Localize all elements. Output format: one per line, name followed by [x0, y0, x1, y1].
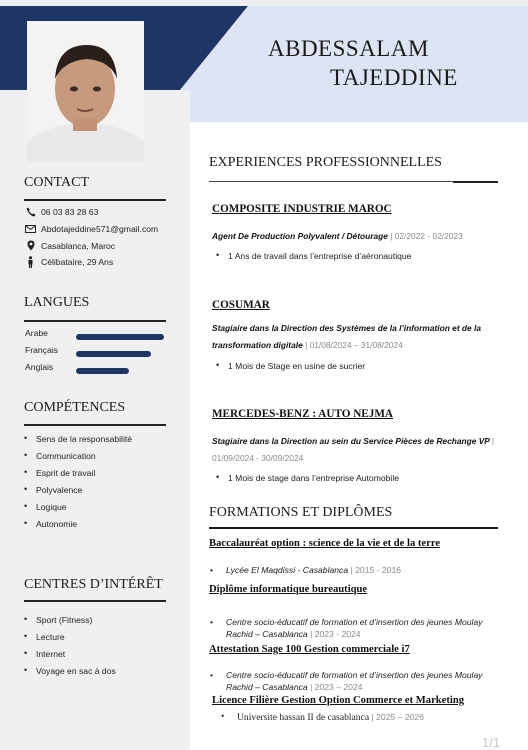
degree-title: Attestation Sage 100 Gestion commerciale i7 — [209, 644, 410, 655]
contact-status — [24, 256, 113, 268]
interests-title: CENTRES D’INTÉRÊT — [24, 577, 163, 592]
skills-rule — [24, 424, 166, 426]
degree-detail: • Universite hassan II de casablanca | 2025 – 2026 — [237, 711, 522, 724]
language-bar-arabe — [76, 334, 164, 340]
skill-item: • Logique — [36, 502, 67, 512]
skill-item: • Polyvalence — [36, 485, 82, 495]
company-name: COMPOSITE INDUSTRIE MAROC — [212, 203, 392, 215]
education-rule — [209, 527, 498, 529]
degree-title: Baccalauréat option : science de la vie et de la terre — [209, 538, 441, 549]
degree-dates: | 2023 - 2024 — [310, 629, 361, 639]
degree-dates: | 2015 - 2016 — [350, 565, 402, 575]
degree-title: Licence Filière Gestion Option Commerce et Marketing — [212, 695, 465, 706]
language-arabe: Arabe — [25, 328, 48, 338]
degree-dates: | 2025 – 2026 — [371, 712, 424, 722]
mail-icon — [24, 225, 37, 233]
contact-phone-text: 06 03 83 28 63 — [41, 207, 99, 217]
contact-status-text: Célibataire, 29 Ans — [41, 257, 114, 267]
degree-detail: • Lycée El Maqdissi - Casablanca | 2015 - 2016 — [226, 564, 511, 576]
language-bar-francais — [76, 351, 151, 357]
page-number: 1/1 — [482, 735, 501, 750]
languages-rule — [24, 320, 166, 322]
company-name: COSUMAR — [212, 299, 270, 311]
job-role: Stagiaire dans la Direction au sein du Service Pièces de Rechange VP | 01/09/2024 - 30/09/2024 — [212, 436, 495, 463]
degree-detail: • Centre socio-éducatif de formation et d’insertion des jeunes Moulay Rachid – Casablanca | 2023 – 2024 — [226, 669, 511, 693]
job-dates: | 01/08/2024 – 31/08/2024 — [305, 340, 403, 350]
job-dates: | 02/2022 - 02/2023 — [390, 231, 463, 241]
company-name: MERCEDES-BENZ : AUTO NEJMA — [212, 408, 393, 420]
interest-item: • Internet — [36, 649, 65, 659]
contact-email — [24, 224, 158, 234]
skill-item: • Communication — [36, 451, 96, 461]
language-francais: Français — [25, 345, 58, 355]
job-detail: • 1 Mois de Stage en usine de sucrier — [228, 361, 365, 371]
profile-photo — [27, 21, 144, 162]
contact-location-text: Casablanca, Maroc — [41, 240, 116, 251]
skills-title: COMPÉTENCES — [24, 400, 126, 415]
language-anglais: Anglais — [25, 362, 54, 372]
job-detail: • 1 Mois de stage dans l’entreprise Automobile — [228, 473, 399, 483]
interest-item: • Voyage en sac à dos — [36, 666, 116, 676]
degree-detail: • Centre socio-éducatif de formation et d’insertion des jeunes Moulay Rachid – Casablanca | 2023 - 2024 — [226, 616, 511, 640]
job-detail: • 1 Ans de travail dans l’entreprise d’aéronautique — [228, 251, 411, 261]
last-name: TAJEDDINE — [330, 65, 458, 90]
education-title: FORMATIONS ET DIPLÔMES — [209, 505, 393, 520]
job-dates: | 01/09/2024 - 30/09/2024 — [212, 436, 495, 463]
person-icon — [24, 256, 37, 268]
skill-item: • Esprit de travail — [36, 468, 95, 478]
experience-title: EXPERIENCES PROFESSIONNELLES — [209, 155, 442, 170]
contact-location — [24, 240, 115, 251]
location-pin-icon — [24, 240, 37, 251]
degree-title: Diplôme informatique bureautique — [209, 584, 368, 595]
phone-icon — [24, 207, 37, 217]
experience-rule-accent — [453, 181, 498, 183]
skill-item: • Sens de la responsabilité — [36, 434, 132, 444]
contact-email-text[interactable]: Abdotajeddine571@gmail.com — [41, 224, 159, 234]
skill-item: • Autonomie — [36, 519, 77, 529]
job-role: Stagiaire dans la Direction des Systèmes de la l’information et de la transformation digitale | 01/08/2024 – 31/08/2024 — [212, 323, 482, 350]
experience-rule — [209, 181, 453, 182]
interest-item: • Sport (Fitness) — [36, 615, 92, 625]
interests-rule — [24, 600, 166, 602]
contact-title: CONTACT — [24, 175, 89, 190]
contact-phone — [24, 207, 98, 217]
degree-dates: | 2023 – 2024 — [310, 682, 363, 692]
job-role: Agent De Production Polyvalent / Détourage | 02/2022 - 02/2023 — [212, 231, 463, 241]
first-name: ABDESSALAM — [268, 36, 429, 61]
languages-title: LANGUES — [24, 295, 90, 310]
contact-rule — [24, 199, 166, 201]
language-bar-anglais — [76, 368, 129, 374]
interest-item: • Lecture — [36, 632, 65, 642]
